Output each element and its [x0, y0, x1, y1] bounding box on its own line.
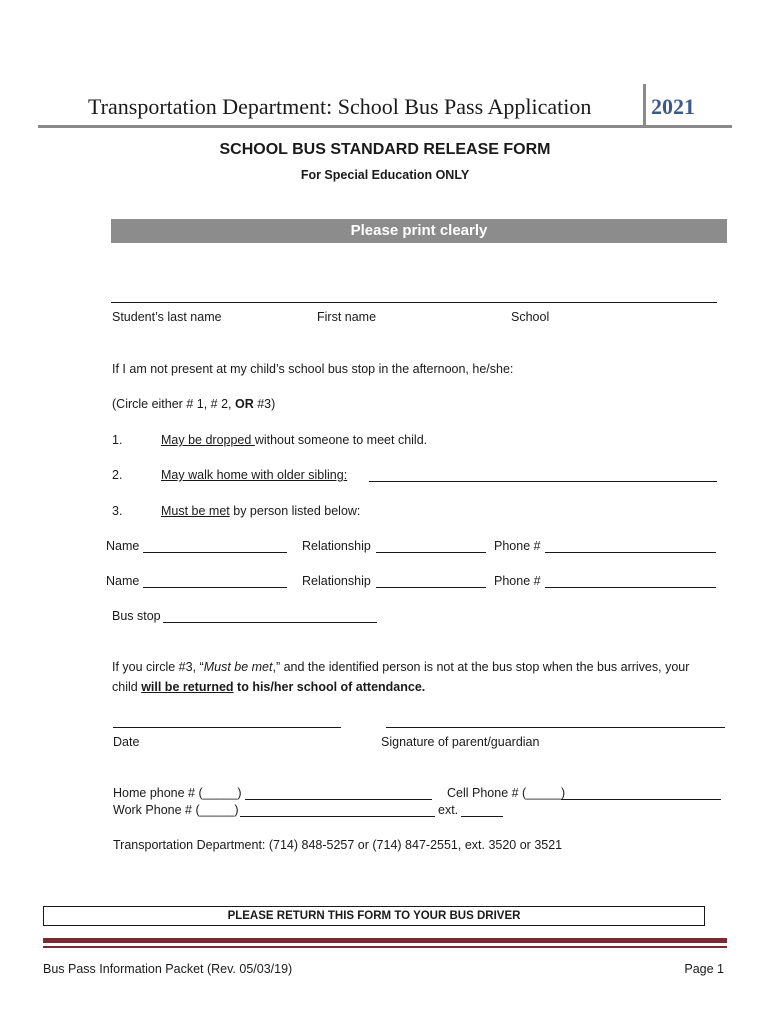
cell-phone-line[interactable] — [561, 799, 721, 800]
option-3-text[interactable]: Must be met by person listed below: — [161, 504, 361, 518]
cell-phone-label: Cell Phone # (_____) — [447, 786, 566, 800]
contact-1-name-label: Name — [106, 539, 140, 553]
header-year: 2021 — [651, 94, 695, 119]
home-phone-label: Home phone # (_____) — [113, 786, 242, 800]
form-subtitle: For Special Education ONLY — [300, 168, 470, 182]
contact-1-name-line[interactable] — [143, 552, 287, 553]
contact-2-name-line[interactable] — [143, 587, 287, 588]
option-1-text[interactable]: May be dropped without someone to meet child. — [161, 433, 428, 447]
sibling-name-line[interactable] — [369, 481, 717, 482]
date-line[interactable] — [113, 727, 341, 728]
contact-1-relationship-label: Relationship — [302, 539, 371, 553]
contact-2-phone-label: Phone # — [494, 574, 541, 588]
student-info-line[interactable] — [111, 302, 717, 303]
option-3-number[interactable]: 3. — [112, 504, 123, 518]
contact-2-phone-line[interactable] — [545, 587, 716, 588]
header-divider — [643, 84, 646, 126]
student-first-name-label: First name — [317, 310, 377, 324]
student-school-label: School — [511, 310, 550, 324]
work-phone-line[interactable] — [240, 816, 435, 817]
ext-line[interactable] — [461, 816, 503, 817]
contact-2-relationship-label: Relationship — [302, 574, 371, 588]
return-form-notice: PLEASE RETURN THIS FORM TO YOUR BUS DRIVER — [43, 906, 705, 926]
transportation-contact: Transportation Department: (714) 848-5257 or (714) 847-2551, ext. 3520 or 3521 — [113, 838, 563, 852]
notice-line-2: child will be returned to his/her school of attendance. — [112, 680, 426, 694]
header-rule — [38, 125, 732, 128]
option-1-number[interactable]: 1. — [112, 433, 123, 447]
footer-packet-info: Bus Pass Information Packet (Rev. 05/03/19) — [43, 962, 293, 976]
contact-1-phone-label: Phone # — [494, 539, 541, 553]
footer-rule-thick — [43, 938, 727, 943]
home-phone-line[interactable] — [245, 799, 432, 800]
footer-page-number: Page 1 — [684, 962, 724, 976]
date-label: Date — [113, 735, 140, 749]
option-2-number[interactable]: 2. — [112, 468, 123, 482]
ext-label: ext. — [438, 803, 459, 817]
contact-1-relationship-line[interactable] — [376, 552, 486, 553]
form-title: SCHOOL BUS STANDARD RELEASE FORM — [219, 141, 551, 158]
option-2-text[interactable]: May walk home with older sibling: — [161, 468, 348, 482]
footer-rule-thin — [43, 946, 727, 948]
bus-stop-label: Bus stop — [112, 609, 161, 623]
page-header-title: Transportation Department: School Bus Pass Application — [88, 94, 592, 119]
notice-line-1: If you circle #3, “Must be met,” and the identified person is not at the bus stop when the bus arrives, your — [112, 660, 690, 674]
signature-label: Signature of parent/guardian — [381, 735, 540, 749]
contact-2-relationship-line[interactable] — [376, 587, 486, 588]
instructions-intro: If I am not present at my child’s school bus stop in the afternoon, he/she: — [112, 362, 514, 376]
work-phone-label: Work Phone # (_____) — [113, 803, 239, 817]
signature-line[interactable] — [386, 727, 725, 728]
print-clearly-banner: Please print clearly — [111, 219, 727, 243]
contact-2-name-label: Name — [106, 574, 140, 588]
student-last-name-label: Student’s last name — [112, 310, 222, 324]
contact-1-phone-line[interactable] — [545, 552, 716, 553]
bus-stop-line[interactable] — [163, 622, 377, 623]
circle-instructions: (Circle either # 1, # 2, OR #3) — [112, 397, 276, 411]
